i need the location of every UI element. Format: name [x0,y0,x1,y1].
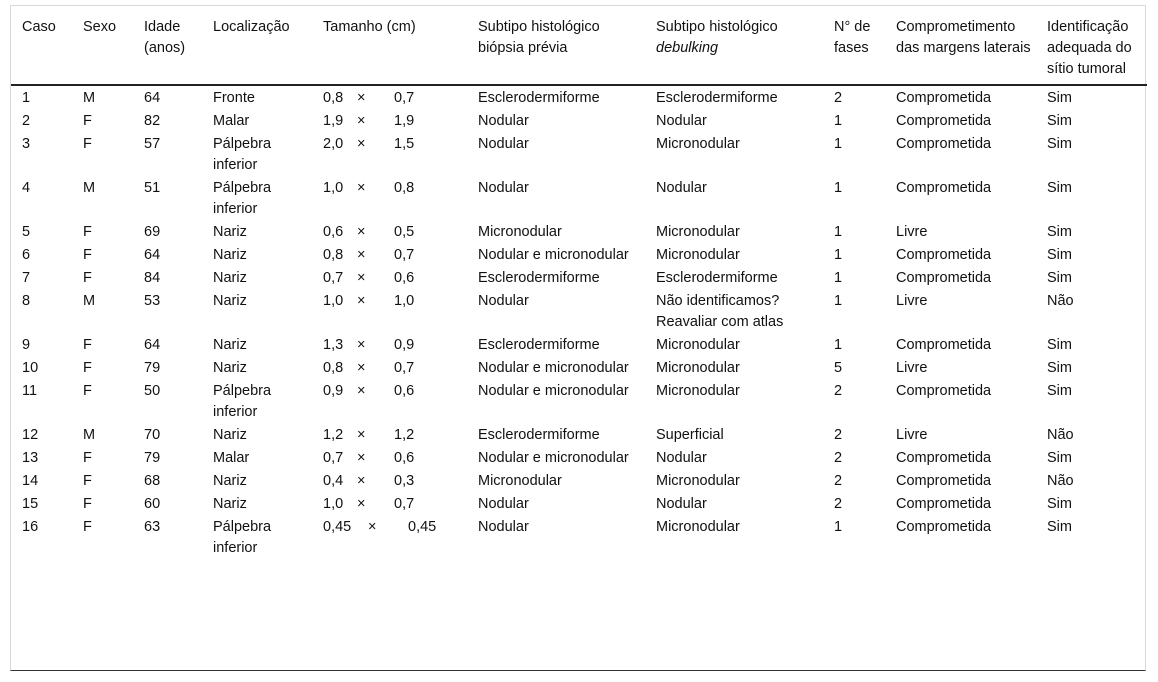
cell-sexo: F [83,270,92,286]
cell-identificacao: Sim [1047,224,1072,240]
cell-sexo: F [83,136,92,152]
times-symbol: × [368,519,377,535]
cell-identificacao: Sim [1047,270,1072,286]
cell-subtipo-debulking: Micronodular [656,383,740,399]
cell-identificacao: Sim [1047,496,1072,512]
header-subtipo-debulking-prefix: Subtipo histológico [656,19,778,35]
cell-tamanho [312,243,467,266]
size-dim-1: 1,0 [323,293,344,309]
cell-caso: 3 [22,136,31,152]
cell-sexo: M [83,180,96,196]
cell-caso: 6 [22,247,31,263]
size-dim-1: 1,2 [323,427,344,443]
size-dim-2: 0,6 [394,270,415,286]
cell-subtipo-debulking: Superficial [656,427,724,443]
cell-margens: Comprometida [896,136,992,152]
cell-subtipo-debulking: Esclerodermiforme [656,270,778,286]
cell-identificacao: Sim [1047,247,1072,263]
cell-sexo: F [83,360,92,376]
cell-subtipo-biopsia: Nodular [478,180,529,196]
size-dim-1: 0,8 [323,247,344,263]
size-dim-2: 0,7 [394,360,415,376]
header-subtipo-debulking-italic: debulking [656,40,719,56]
cell-localizacao: Nariz [213,473,247,489]
size-dim-2: 1,9 [394,113,415,129]
size-dim-2: 0,3 [394,473,415,489]
cell-sexo: F [83,337,92,353]
cell-margens: Comprometida [896,473,992,489]
cell-tamanho [312,289,467,333]
cell-caso: 11 [22,383,38,399]
cell-fases: 1 [834,247,843,263]
size-dim-1: 0,8 [323,360,344,376]
times-symbol: × [357,270,366,286]
table-row [11,515,1147,559]
cell-margens: Comprometida [896,519,992,535]
times-symbol: × [357,496,366,512]
header-margens: Comprometimento das margens laterais [885,6,1036,85]
cell-tamanho [312,176,467,220]
cell-fases: 2 [834,90,843,106]
size-dim-2: 0,5 [394,224,415,240]
cell-localizacao: Nariz [213,360,247,376]
cell-sexo: M [83,427,96,443]
table-row [11,220,1147,243]
cell-sexo: F [83,450,92,466]
cell-fases: 2 [834,473,843,489]
cell-margens: Comprometida [896,90,992,106]
cell-localizacao: Pálpebra inferior [213,519,272,556]
cell-fases: 2 [834,496,843,512]
times-symbol: × [357,360,366,376]
cell-idade: 82 [144,113,161,129]
cell-idade: 51 [144,180,161,196]
cell-subtipo-biopsia: Micronodular [478,224,562,240]
table-row [11,423,1147,446]
cell-margens: Comprometida [896,496,992,512]
size-dim-2: 0,7 [394,496,415,512]
cell-idade: 63 [144,519,161,535]
size-dim-1: 0,9 [323,383,344,399]
cell-localizacao: Malar [213,450,250,466]
cell-subtipo-biopsia: Nodular e micronodular [478,360,629,376]
header-fases: N° de fases [823,6,885,85]
table-row [11,356,1147,379]
cell-idade: 53 [144,293,161,309]
cell-tamanho [312,85,467,109]
times-symbol: × [357,180,366,196]
cell-fases: 1 [834,180,843,196]
size-dim-1: 0,45 [323,519,352,535]
cell-localizacao: Nariz [213,293,247,309]
cell-identificacao: Não [1047,473,1074,489]
header-idade: Idade (anos) [133,6,202,85]
times-symbol: × [357,224,366,240]
size-dim-2: 0,45 [408,519,437,535]
table-frame [10,5,1146,671]
table-row [11,492,1147,515]
cell-caso: 1 [22,90,31,106]
size-dim-1: 0,7 [323,270,344,286]
cell-subtipo-debulking: Não identificamos? Reavaliar com atlas [656,293,784,330]
cell-tamanho [312,109,467,132]
cell-subtipo-debulking: Micronodular [656,136,740,152]
cell-tamanho [312,266,467,289]
cell-subtipo-debulking: Esclerodermiforme [656,90,778,106]
cell-caso: 16 [22,519,39,535]
cell-subtipo-biopsia: Nodular [478,519,529,535]
cell-subtipo-debulking: Micronodular [656,337,740,353]
cell-localizacao: Nariz [213,224,247,240]
table-row [11,379,1147,423]
cell-identificacao: Não [1047,293,1074,309]
cell-identificacao: Sim [1047,383,1072,399]
size-dim-1: 0,7 [323,450,344,466]
cell-identificacao: Sim [1047,450,1072,466]
size-dim-1: 1,9 [323,113,344,129]
size-dim-1: 0,4 [323,473,344,489]
cell-tamanho [312,446,467,469]
size-dim-1: 2,0 [323,136,344,152]
cell-subtipo-biopsia: Nodular e micronodular [478,383,629,399]
times-symbol: × [357,113,366,129]
cell-tamanho [312,492,467,515]
table-row [11,176,1147,220]
cell-fases: 2 [834,383,843,399]
table-row [11,333,1147,356]
cell-identificacao: Não [1047,427,1074,443]
cell-subtipo-debulking: Micronodular [656,519,740,535]
cell-idade: 50 [144,383,161,399]
size-dim-2: 1,0 [394,293,415,309]
cell-localizacao: Nariz [213,337,247,353]
times-symbol: × [357,337,366,353]
times-symbol: × [357,473,366,489]
cell-localizacao: Malar [213,113,250,129]
cell-caso: 13 [22,450,39,466]
table-row [11,243,1147,266]
size-dim-1: 0,8 [323,90,344,106]
size-dim-2: 0,6 [394,450,415,466]
times-symbol: × [357,427,366,443]
header-row [11,6,1147,85]
cell-identificacao: Sim [1047,360,1072,376]
cell-margens: Livre [896,224,928,240]
cell-caso: 14 [22,473,39,489]
cell-identificacao: Sim [1047,519,1072,535]
cell-sexo: M [83,293,96,309]
cell-subtipo-debulking: Micronodular [656,360,740,376]
cell-margens: Comprometida [896,180,992,196]
cell-fases: 1 [834,136,843,152]
cell-subtipo-biopsia: Esclerodermiforme [478,90,600,106]
cell-sexo: F [83,383,92,399]
cell-idade: 84 [144,270,161,286]
cell-fases: 1 [834,224,843,240]
cell-tamanho [312,515,467,559]
cell-tamanho [312,469,467,492]
cell-fases: 1 [834,113,843,129]
cell-fases: 5 [834,360,843,376]
cell-localizacao: Nariz [213,496,247,512]
size-dim-1: 0,6 [323,224,344,240]
cell-caso: 7 [22,270,31,286]
cell-identificacao: Sim [1047,136,1072,152]
table-row [11,85,1147,109]
cell-fases: 1 [834,519,843,535]
header-sexo: Sexo [72,6,133,85]
cell-tamanho [312,220,467,243]
cell-sexo: F [83,224,92,240]
cell-tamanho [312,379,467,423]
cell-margens: Comprometida [896,113,992,129]
size-dim-2: 0,7 [394,90,415,106]
cell-subtipo-debulking: Micronodular [656,224,740,240]
cell-localizacao: Nariz [213,427,247,443]
size-dim-2: 1,5 [394,136,415,152]
cell-subtipo-debulking: Nodular [656,496,707,512]
size-dim-2: 0,7 [394,247,415,263]
header-identificacao: Identificação adequada do sítio tumoral [1036,6,1147,85]
size-dim-1: 1,0 [323,180,344,196]
cell-localizacao: Fronte [213,90,255,106]
table-row [11,266,1147,289]
cell-caso: 2 [22,113,31,129]
cell-subtipo-biopsia: Nodular e micronodular [478,450,629,466]
header-subtipo-debulking [645,6,823,85]
table-row [11,469,1147,492]
header-localizacao: Localização [202,6,312,85]
cell-caso: 8 [22,293,31,309]
cell-subtipo-debulking: Nodular [656,180,707,196]
cell-margens: Livre [896,293,928,309]
cell-idade: 64 [144,247,161,263]
cell-sexo: M [83,90,96,106]
times-symbol: × [357,383,366,399]
size-dim-2: 0,6 [394,383,415,399]
times-symbol: × [357,293,366,309]
cell-idade: 57 [144,136,161,152]
cell-fases: 1 [834,337,843,353]
cell-localizacao: Pálpebra inferior [213,180,272,217]
cell-subtipo-biopsia: Nodular [478,496,529,512]
cell-idade: 60 [144,496,161,512]
cell-localizacao: Nariz [213,247,247,263]
cell-sexo: F [83,113,92,129]
cell-caso: 12 [22,427,39,443]
cell-idade: 70 [144,427,161,443]
times-symbol: × [357,247,366,263]
times-symbol: × [357,90,366,106]
table-body [11,85,1147,559]
table-row [11,132,1147,176]
cell-idade: 64 [144,90,161,106]
table-row [11,446,1147,469]
cases-table [11,6,1147,559]
cell-subtipo-biopsia: Nodular [478,293,529,309]
cell-idade: 68 [144,473,161,489]
size-dim-2: 1,2 [394,427,415,443]
cell-subtipo-biopsia: Esclerodermiforme [478,337,600,353]
cell-sexo: F [83,247,92,263]
cell-caso: 4 [22,180,31,196]
cell-identificacao: Sim [1047,90,1072,106]
cell-fases: 1 [834,293,843,309]
times-symbol: × [357,136,366,152]
cell-margens: Comprometida [896,247,992,263]
cell-caso: 10 [22,360,39,376]
cell-caso: 9 [22,337,31,353]
cell-subtipo-debulking: Micronodular [656,247,740,263]
cell-subtipo-biopsia: Esclerodermiforme [478,427,600,443]
cell-subtipo-biopsia: Nodular e micronodular [478,247,629,263]
cell-tamanho [312,132,467,176]
times-symbol: × [357,450,366,466]
cell-localizacao: Nariz [213,270,247,286]
header-caso: Caso [11,6,72,85]
cell-tamanho [312,333,467,356]
cell-caso: 5 [22,224,31,240]
size-dim-1: 1,3 [323,337,344,353]
cell-identificacao: Sim [1047,180,1072,196]
cell-localizacao: Pálpebra inferior [213,136,272,173]
cell-fases: 1 [834,270,843,286]
cell-subtipo-debulking: Nodular [656,113,707,129]
size-dim-2: 0,8 [394,180,415,196]
cell-tamanho [312,423,467,446]
cell-idade: 79 [144,360,161,376]
header-subtipo-biopsia: Subtipo histológico biópsia prévia [467,6,645,85]
cell-subtipo-biopsia: Esclerodermiforme [478,270,600,286]
table-row [11,109,1147,132]
header-tamanho: Tamanho (cm) [312,6,467,85]
cell-margens: Comprometida [896,337,992,353]
cell-margens: Livre [896,427,928,443]
cell-margens: Comprometida [896,270,992,286]
cell-tamanho [312,356,467,379]
cell-subtipo-biopsia: Nodular [478,136,529,152]
cell-idade: 64 [144,337,161,353]
cell-subtipo-biopsia: Nodular [478,113,529,129]
cell-subtipo-debulking: Nodular [656,450,707,466]
cell-idade: 69 [144,224,161,240]
cell-identificacao: Sim [1047,113,1072,129]
cell-fases: 2 [834,450,843,466]
cell-subtipo-biopsia: Micronodular [478,473,562,489]
cell-caso: 15 [22,496,39,512]
cell-sexo: F [83,496,92,512]
cell-margens: Livre [896,360,928,376]
size-dim-1: 1,0 [323,496,344,512]
table-row [11,289,1147,333]
cell-margens: Comprometida [896,450,992,466]
cell-subtipo-debulking: Micronodular [656,473,740,489]
cell-margens: Comprometida [896,383,992,399]
cell-localizacao: Pálpebra inferior [213,383,272,420]
cell-fases: 2 [834,427,843,443]
cell-idade: 79 [144,450,161,466]
cell-identificacao: Sim [1047,337,1072,353]
size-dim-2: 0,9 [394,337,415,353]
cell-sexo: F [83,473,92,489]
cell-sexo: F [83,519,92,535]
